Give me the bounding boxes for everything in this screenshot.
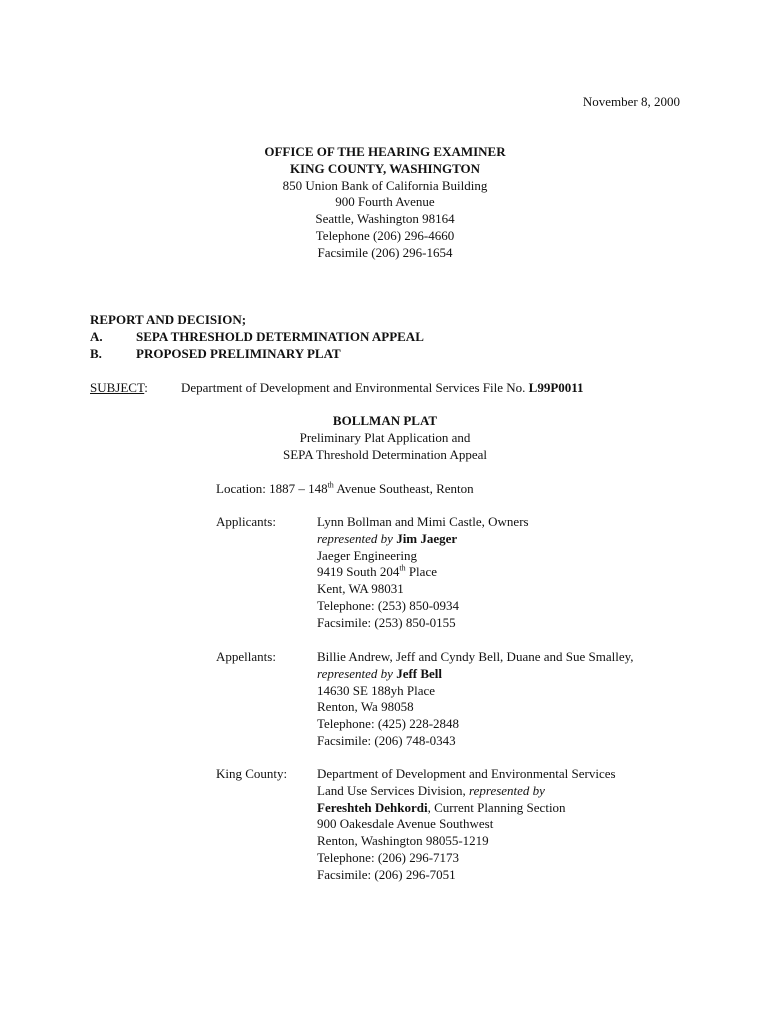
location-prefix: Location: 1887 – 148 xyxy=(216,481,328,496)
king-county-block xyxy=(317,766,616,884)
location-sup: th xyxy=(327,480,334,490)
report-item-a-letter: A. xyxy=(90,329,103,344)
king-county-division-prefix: Land Use Services Division, xyxy=(317,782,470,798)
location-suffix: Avenue Southeast, Renton xyxy=(333,481,474,496)
subject-colon: : xyxy=(144,380,148,395)
king-county-department: Department of Development and Environmental Services xyxy=(317,766,616,781)
plat-line-2: SEPA Threshold Determination Appeal xyxy=(282,446,487,462)
appellants-names: Billie Andrew, Jeff and Cyndy Bell, Duane and Sue Smalley, xyxy=(317,649,634,664)
subject-label: SUBJECT xyxy=(90,380,145,395)
appellants-representative xyxy=(317,666,634,683)
office-header xyxy=(0,144,770,262)
subject-file-number: L99P0011 xyxy=(528,380,584,395)
applicants-city: Kent, WA 98031 xyxy=(317,581,404,597)
appellants-address: 14630 SE 188yh Place xyxy=(317,682,436,698)
office-facsimile: Facsimile (206) 296-1654 xyxy=(317,244,453,260)
document-date: November 8, 2000 xyxy=(582,94,680,109)
location xyxy=(216,481,474,498)
report-heading: REPORT AND DECISION; xyxy=(90,312,247,327)
king-county-rep-section: , Current Planning Section xyxy=(427,799,566,815)
appellants-city: Renton, Wa 98058 xyxy=(317,699,414,715)
king-county-rep-name: Fereshteh Dehkordi xyxy=(317,799,428,815)
subject-text xyxy=(181,380,584,397)
plat-line-1: Preliminary Plat Application and xyxy=(299,429,471,445)
appellants-rep-prefix: represented by xyxy=(317,665,397,681)
applicants-representative xyxy=(317,531,529,548)
applicants-addr-prefix: 9419 South 204 xyxy=(317,564,400,580)
office-building: 850 Union Bank of California Building xyxy=(282,177,488,193)
appellants-rep-name: Jeff Bell xyxy=(396,665,443,681)
office-county: KING COUNTY, WASHINGTON xyxy=(289,160,481,176)
applicants-facsimile: Facsimile: (253) 850-0155 xyxy=(317,614,456,630)
applicants-addr-sup: th xyxy=(399,564,406,574)
king-county-facsimile: Facsimile: (206) 296-7051 xyxy=(317,866,456,882)
king-county-representative xyxy=(317,800,616,817)
applicants-rep-prefix: represented by xyxy=(317,530,397,546)
office-city: Seattle, Washington 98164 xyxy=(315,211,455,227)
king-county-address: 900 Oakesdale Avenue Southwest xyxy=(317,816,494,832)
applicants-company: Jaeger Engineering xyxy=(317,547,417,563)
office-street: 900 Fourth Avenue xyxy=(335,194,435,210)
king-county-telephone: Telephone: (206) 296-7173 xyxy=(317,849,460,865)
applicants-telephone: Telephone: (253) 850-0934 xyxy=(317,597,460,613)
applicants-label: Applicants: xyxy=(216,514,276,529)
applicants-block xyxy=(317,514,529,632)
appellants-label: Appellants: xyxy=(216,649,276,664)
king-county-label: King County: xyxy=(216,766,288,781)
appellants-block xyxy=(317,649,634,750)
applicants-rep-name: Jim Jaeger xyxy=(396,530,458,546)
applicants-address xyxy=(317,564,529,581)
report-item-a-text: SEPA THRESHOLD DETERMINATION APPEAL xyxy=(136,329,424,344)
appellants-telephone: Telephone: (425) 228-2848 xyxy=(317,716,460,732)
office-title: OFFICE OF THE HEARING EXAMINER xyxy=(264,144,506,159)
plat-name: BOLLMAN PLAT xyxy=(332,413,438,428)
king-county-represented-by: represented by xyxy=(469,782,545,798)
office-telephone: Telephone (206) 296-4660 xyxy=(315,227,455,243)
report-item-b-letter: B. xyxy=(90,346,102,361)
applicants-addr-suffix: Place xyxy=(405,564,437,580)
king-county-division xyxy=(317,783,616,800)
plat-block xyxy=(0,413,770,463)
subject-label-wrap xyxy=(90,380,148,397)
report-item-b-text: PROPOSED PRELIMINARY PLAT xyxy=(136,346,341,361)
subject-file-text: Department of Development and Environmental Services File No. xyxy=(181,380,529,395)
king-county-city: Renton, Washington 98055-1219 xyxy=(317,833,489,849)
applicants-owners: Lynn Bollman and Mimi Castle, Owners xyxy=(317,514,529,529)
appellants-facsimile: Facsimile: (206) 748-0343 xyxy=(317,732,456,748)
